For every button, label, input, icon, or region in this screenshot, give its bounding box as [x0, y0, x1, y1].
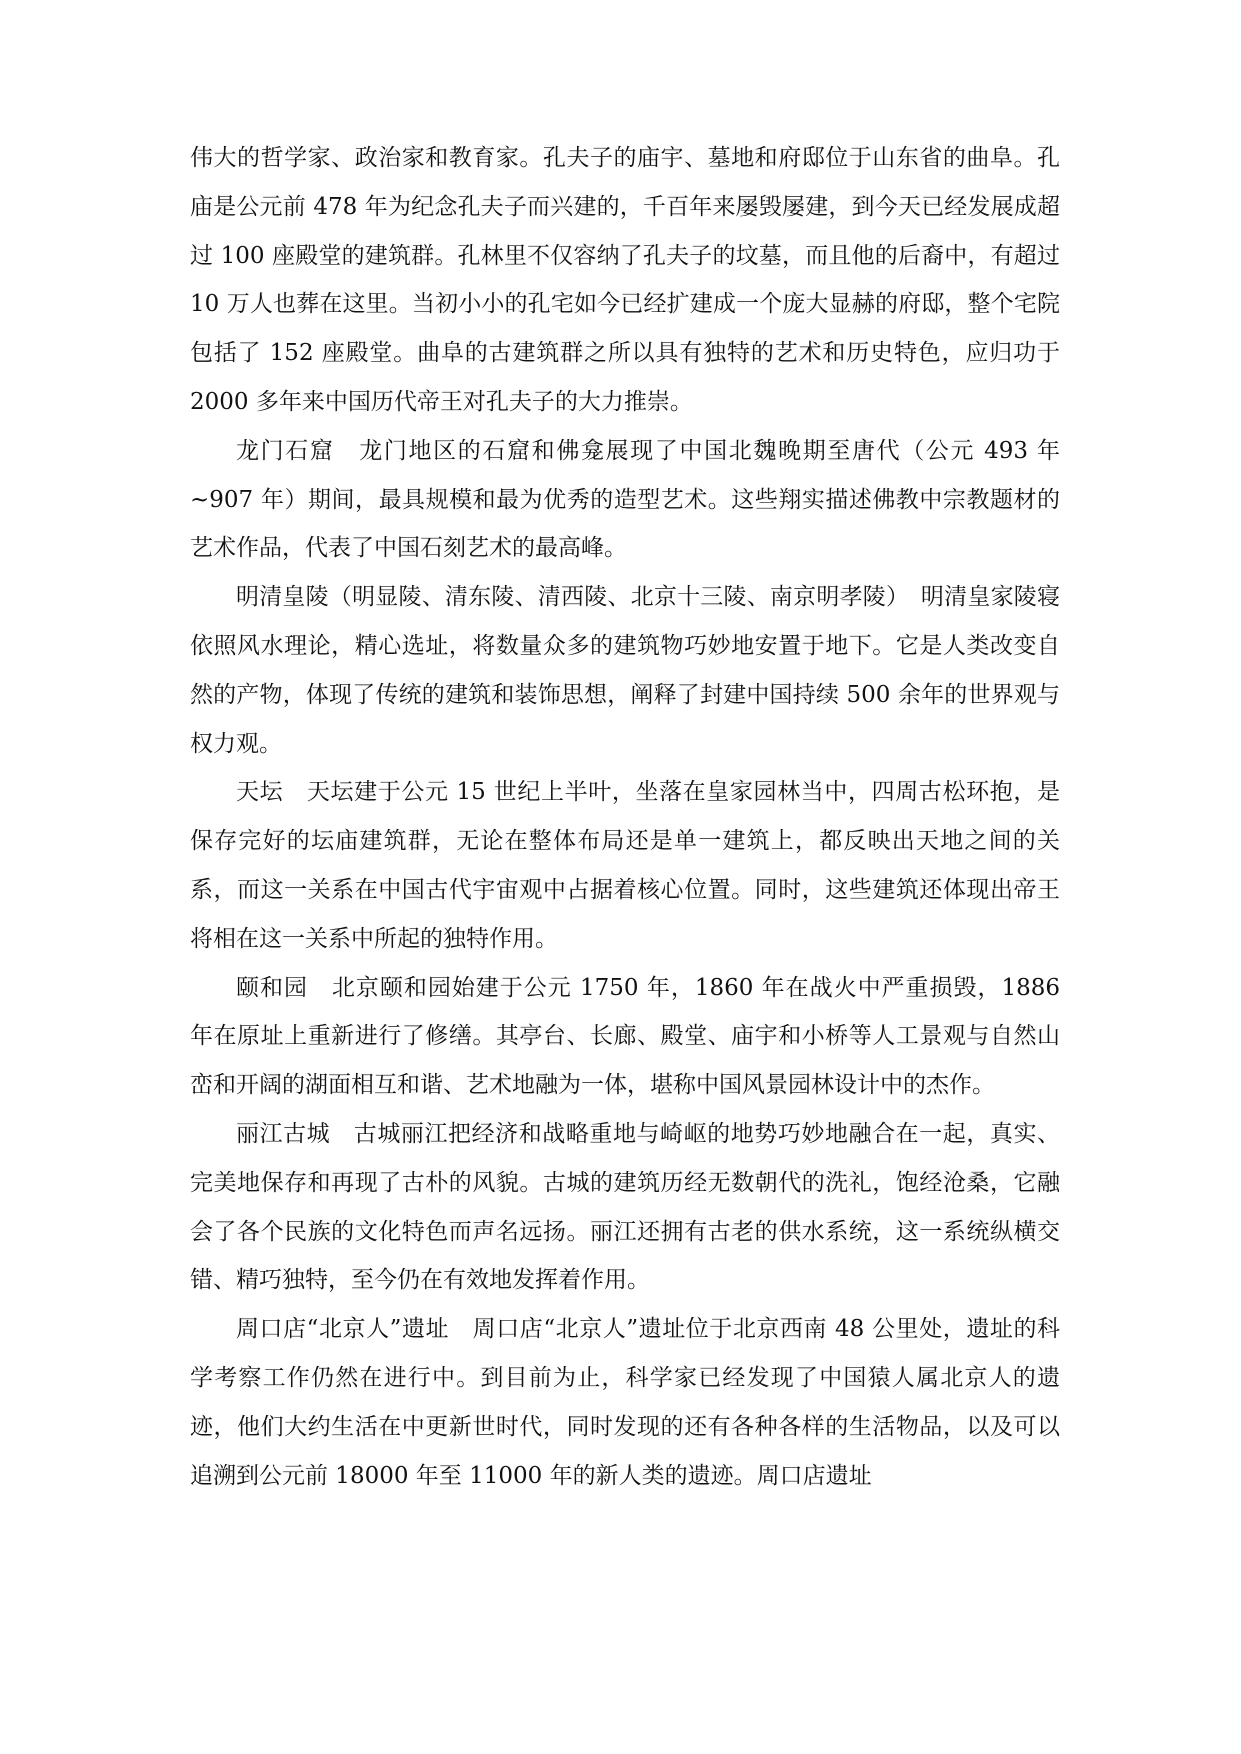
paragraph-lijiang-old-town: 丽江古城 古城丽江把经济和战略重地与崎岖的地势巧妙地融合在一起，真实、完美地保存和再现了古朴的风貌。古城的建筑历经无数朝代的洗礼，饱经沧桑，它融会了各个民族的文化特色而声名远扬。丽江还拥有古老的供水系统，这一系统纵横交错、精巧独特，至今仍在有效地发挥着作用。	[190, 1120, 1060, 1294]
body-text	[190, 134, 1060, 1500]
paragraph-summer-palace: 颐和园 北京颐和园始建于公元 1750 年，1860 年在战火中严重损毁，1886 年在原址上重新进行了修缮。其亭台、长廊、殿堂、庙宇和小桥等人工景观与自然山峦和开阔的湖面相互和谐、艺术地融为一体，堪称中国风景园林设计中的杰作。	[190, 974, 1060, 1099]
paragraph-ming-qing-tombs: 明清皇陵（明显陵、清东陵、清西陵、北京十三陵、南京明孝陵） 明清皇家陵寝依照风水理论，精心选址，将数量众多的建筑物巧妙地安置于地下。它是人类改变自然的产物，体现了传统的建筑和装饰思想，阐释了封建中国持续 500 余年的世界观与权力观。	[190, 584, 1060, 757]
paragraph-longmen-grottoes: 龙门石窟 龙门地区的石窟和佛龛展现了中国北魏晚期至唐代（公元 493 年~907 年）期间，最具规模和最为优秀的造型艺术。这些翔实描述佛教中宗教题材的艺术作品，代表了中国石刻艺术的最高峰。	[190, 437, 1060, 562]
paragraph-zhoukoudian: 周口店“北京人”遗址 周口店“北京人”遗址位于北京西南 48 公里处，遗址的科学考察工作仍然在进行中。到目前为止，科学家已经发现了中国猿人属北京人的遗迹，他们大约生活在中更新世时代，同时发现的还有各种各样的生活物品，以及可以追溯到公元前 18000 年至 11000 年的新人类的遗迹。周口店遗址	[190, 1316, 1060, 1489]
paragraph-qufu-continuation: 伟大的哲学家、政治家和教育家。孔夫子的庙宇、墓地和府邸位于山东省的曲阜。孔庙是公元前 478 年为纪念孔夫子而兴建的，千百年来屡毁屡建，到今天已经发展成超过 100 座殿堂的建筑群。孔林里不仅容纳了孔夫子的坟墓，而且他的后裔中，有超过 10 万人也葬在这里。当初小小的孔宅如今已经扩建成一个庞大显赫的府邸，整个宅院包括了 152 座殿堂。曲阜的古建筑群之所以具有独特的艺术和历史特色，应归功于 2000 多年来中国历代帝王对孔夫子的大力推崇。	[190, 145, 1060, 415]
paragraph-temple-of-heaven: 天坛 天坛建于公元 15 世纪上半叶，坐落在皇家园林当中，四周古松环抱，是保存完好的坛庙建筑群，无论在整体布局还是单一建筑上，都反映出天地之间的关系，而这一关系在中国古代宇宙观中占据着核心位置。同时，这些建筑还体现出帝王将相在这一关系中所起的独特作用。	[190, 779, 1060, 952]
